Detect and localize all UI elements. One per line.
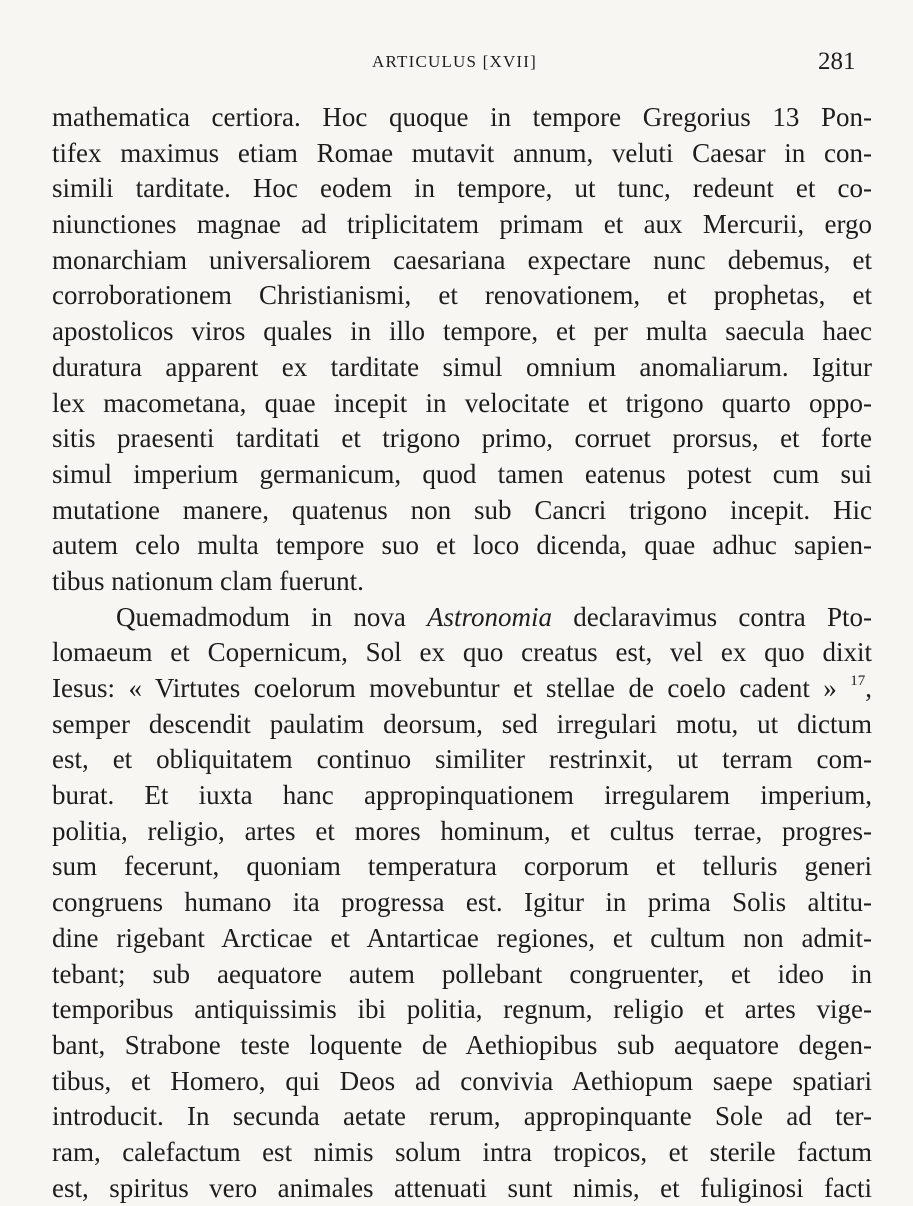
text-line: apostolicos viros quales in illo tempore, et per multa saecula haec [52,316,872,347]
text-segment: declaravimus contra Pto- [552,601,872,632]
book-title-italic: Astronomia [427,601,553,632]
text-segment: Quemadmodum in nova [116,601,428,632]
text-line: sitis praesenti tarditati et trigono primo, corruet prorsus, et forte [52,423,872,454]
quotation-text: Iesus: « Virtutes coelorum movebuntur et stellae de coelo cadent » [52,673,837,703]
text-line: simili tarditate. Hoc eodem in tempore, ut tunc, redeunt et co- [52,173,872,204]
text-line: lex macometana, quae incepit in velocitate et trigono quarto oppo- [52,387,872,418]
text-line: introducit. In secunda aetate rerum, appropinquante Sole ad ter- [52,1101,872,1132]
running-head-title: ARTICULUS [XVII] [372,52,538,71]
text-line: politia, religio, artes et mores hominum, et cultus terrae, progres- [52,815,872,846]
text-line: niunctiones magnae ad triplicitatem primam et aux Mercurii, ergo [52,209,872,240]
paragraph-first-line [52,600,872,636]
footnote-reference[interactable]: 17 [850,673,866,689]
body-text [52,100,872,1206]
page-number: 281 [818,48,856,75]
text-line: tifex maximus etiam Romae mutavit annum, veluti Caesar in con- [52,137,872,168]
text-line: est, spiritus vero animales attenuati sunt nimis, et fuliginosi facti [52,1172,872,1203]
text-line: monarchiam universaliorem caesariana expectare nunc debemus, et [52,244,872,275]
text-segment: , [865,673,872,703]
paragraph-last-line: tibus nationum clam fuerunt. [52,565,364,596]
text-line: mutatione manere, quatenus non sub Cancri trigono incepit. Hic [52,494,872,525]
text-line: bant, Strabone teste loquente de Aethiopibus sub aequatore degen- [52,1029,872,1060]
text-line-with-footnote [52,671,872,707]
text-line: autem celo multa tempore suo et loco dicenda, quae adhuc sapien- [52,530,872,561]
text-line: corroborationem Christianismi, et renovationem, et prophetas, et [52,280,872,311]
text-line: est, et obliquitatem continuo similiter restrinxit, ut terram com- [52,744,872,775]
text-line: sum fecerunt, quoniam temperatura corporum et telluris generi [52,851,872,882]
text-line: tibus, et Homero, qui Deos ad convivia Aethiopum saepe spatiari [52,1065,872,1096]
text-line: mathematica certiora. Hoc quoque in tempore Gregorius 13 Pon- [52,102,872,132]
text-line: lomaeum et Copernicum, Sol ex quo creatus est, vel ex quo dixit [52,637,872,668]
text-line: dine rigebant Arcticae et Antarticae regiones, et cultum non admit- [52,922,872,953]
text-line: burat. Et iuxta hanc appropinquationem irregularem imperium, [52,780,872,811]
text-line: tebant; sub aequatore autem pollebant congruenter, et ideo in [52,958,872,989]
text-line: temporibus antiquissimis ibi politia, regnum, religio et artes vige- [52,994,872,1025]
running-head [0,46,913,80]
text-line: simul imperium germanicum, quod tamen eatenus potest cum sui [52,458,872,489]
text-line: ram, calefactum est nimis solum intra tropicos, et sterile factum [52,1136,872,1167]
text-line: semper descendit paulatim deorsum, sed irregulari motu, ut dictum [52,708,872,739]
text-line: duratura apparent ex tarditate simul omnium anomaliarum. Igitur [52,351,872,382]
text-line: congruens humano ita progressa est. Igitur in prima Solis altitu- [52,887,872,918]
